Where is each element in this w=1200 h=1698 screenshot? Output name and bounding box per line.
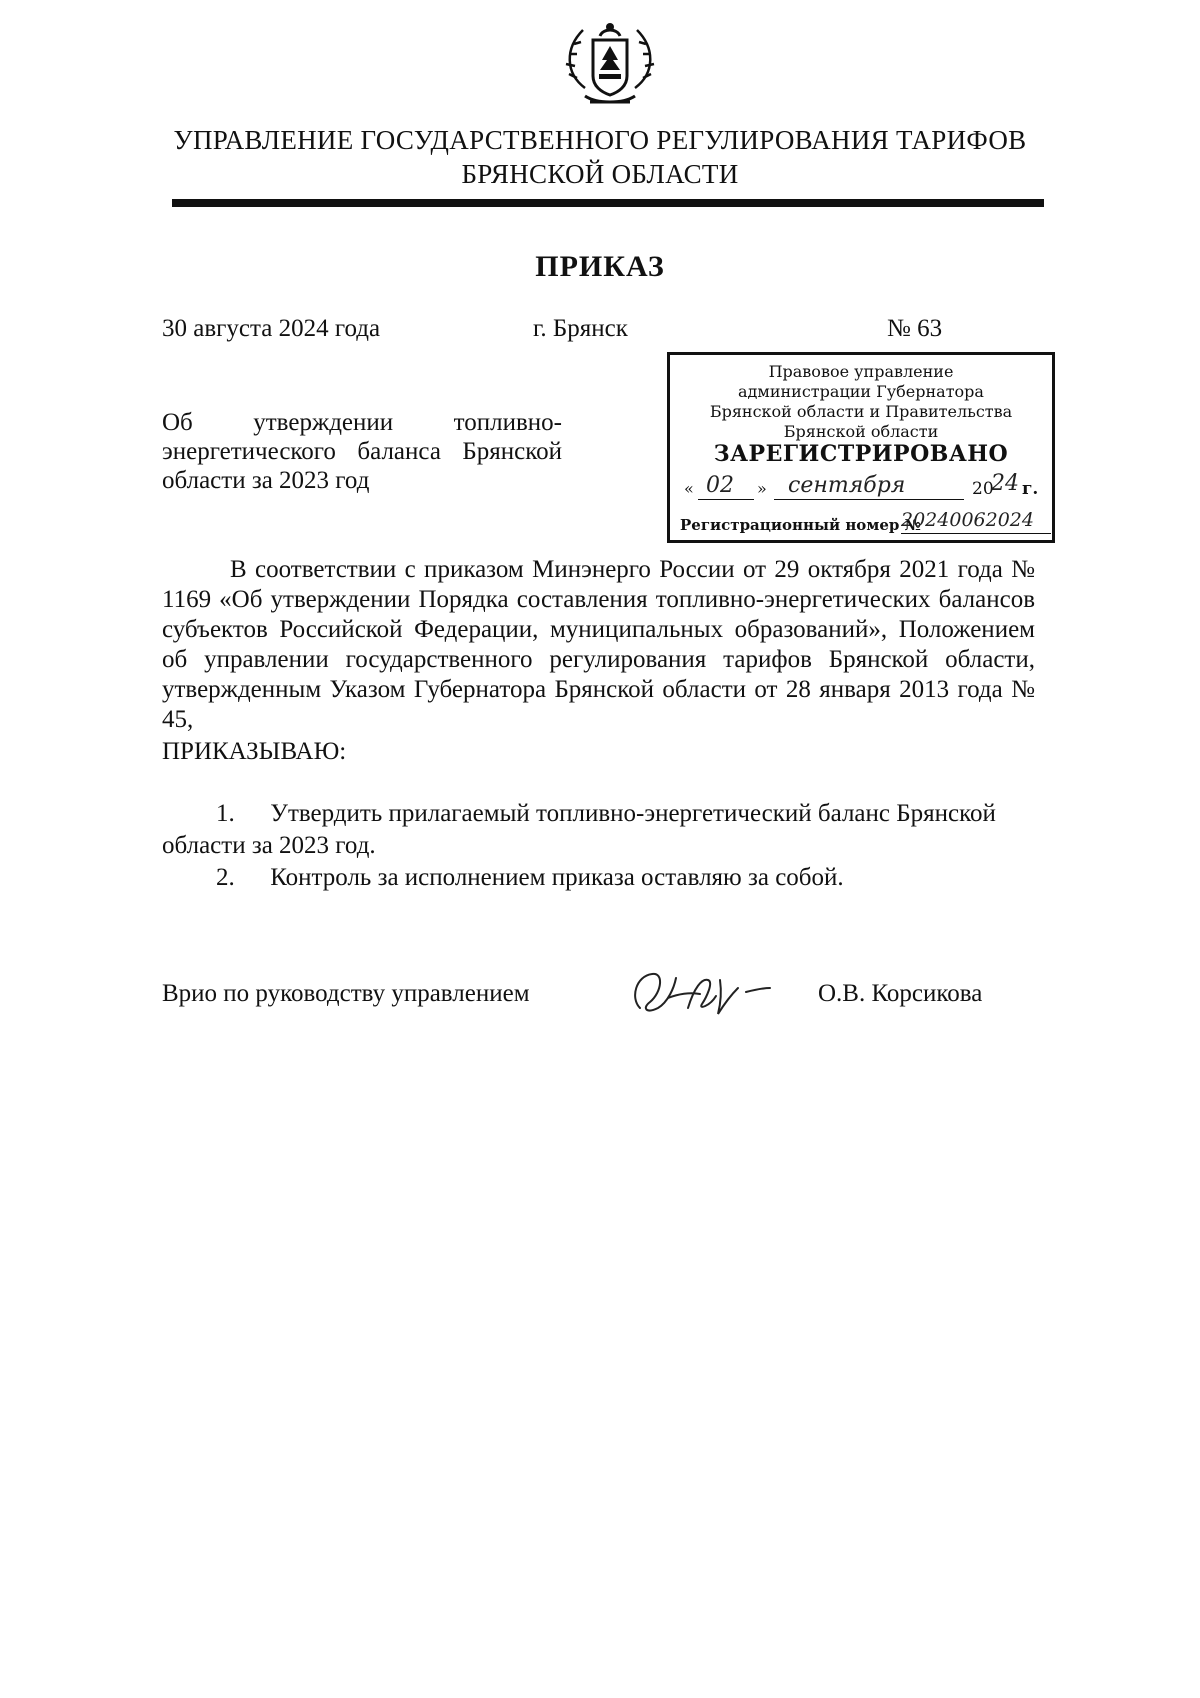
stamp-line-4: Брянской области bbox=[783, 422, 939, 441]
stamp-reg-row bbox=[680, 509, 1052, 539]
stamp-year-suffix: 24 bbox=[991, 471, 1019, 496]
agency-name-line-2: БРЯНСКОЙ ОБЛАСТИ bbox=[461, 159, 739, 189]
signatory-position: Врио по руководству управлением bbox=[162, 980, 530, 1007]
stamp-year-prefix: 20 bbox=[972, 479, 994, 499]
header-divider bbox=[172, 199, 1044, 207]
coat-of-arms-icon bbox=[555, 18, 665, 110]
order-item-1-text: Утвердить прилагаемый топливно-энергетический баланс Брянской bbox=[270, 800, 996, 827]
subject-rest: энергетического баланса Брянской области за 2023 год bbox=[162, 438, 562, 494]
stamp-reg-number: 20240062024 bbox=[901, 509, 1034, 531]
stamp-year-mark: г. bbox=[1022, 479, 1039, 499]
order-item-2-number: 2. bbox=[216, 864, 235, 891]
document-city: г. Брянск bbox=[533, 315, 628, 342]
stamp-line-1: Правовое управление bbox=[768, 362, 954, 381]
document-title: ПРИКАЗ bbox=[535, 250, 665, 283]
order-keyword: ПРИКАЗЫВАЮ: bbox=[162, 738, 347, 765]
body-paragraph: В соответствии с приказом Минэнерго России от 29 октября 2021 года № 1169 «Об утверждении Порядка составления топливно-энергетических балансов субъектов Российской Федерации, муниципальных образований», Положением об управлении государственного регулирования тарифов Брянской области, утвержденным Указом Губернатора Брянской области от 28 января 2013 года № 45, bbox=[162, 556, 1035, 733]
order-item-2 bbox=[162, 862, 1035, 894]
order-items bbox=[162, 798, 1035, 894]
stamp-status: ЗАРЕГИСТРИРОВАНО bbox=[713, 441, 1009, 467]
stamp-day: 02 bbox=[706, 473, 734, 498]
stamp-month-underline bbox=[774, 499, 964, 500]
document-number: № 63 bbox=[887, 315, 943, 342]
document-subject bbox=[162, 408, 562, 495]
document-date: 30 августа 2024 года bbox=[162, 315, 381, 342]
order-item-1-continuation: области за 2023 год. bbox=[162, 832, 376, 859]
order-item-1-number: 1. bbox=[216, 800, 235, 827]
agency-name-line-1: УПРАВЛЕНИЕ ГОСУДАРСТВЕННОГО РЕГУЛИРОВАНИЯ ТАРИФОВ bbox=[173, 125, 1027, 155]
handwritten-signature bbox=[628, 958, 778, 1024]
order-item-1 bbox=[162, 798, 1035, 830]
stamp-date-open: « bbox=[684, 479, 694, 498]
stamp-month: сентября bbox=[788, 473, 906, 498]
subject-line-1: Об утверждении топливно- bbox=[162, 409, 562, 436]
stamp-reg-label: Регистрационный номер № bbox=[680, 516, 921, 534]
stamp-line-2: администрации Губернатора bbox=[738, 382, 984, 401]
stamp-line-3: Брянской области и Правительства bbox=[709, 402, 1013, 421]
order-item-2-text: Контроль за исполнением приказа оставляю за собой. bbox=[270, 864, 844, 891]
stamp-date-sep: » bbox=[757, 479, 767, 498]
stamp-day-underline bbox=[698, 499, 754, 500]
stamp-date-row bbox=[684, 473, 1044, 505]
signatory-name: О.В. Корсикова bbox=[818, 980, 983, 1007]
stamp-reg-underline bbox=[901, 533, 1051, 534]
registration-stamp bbox=[667, 352, 1055, 543]
document-body bbox=[162, 555, 1035, 735]
